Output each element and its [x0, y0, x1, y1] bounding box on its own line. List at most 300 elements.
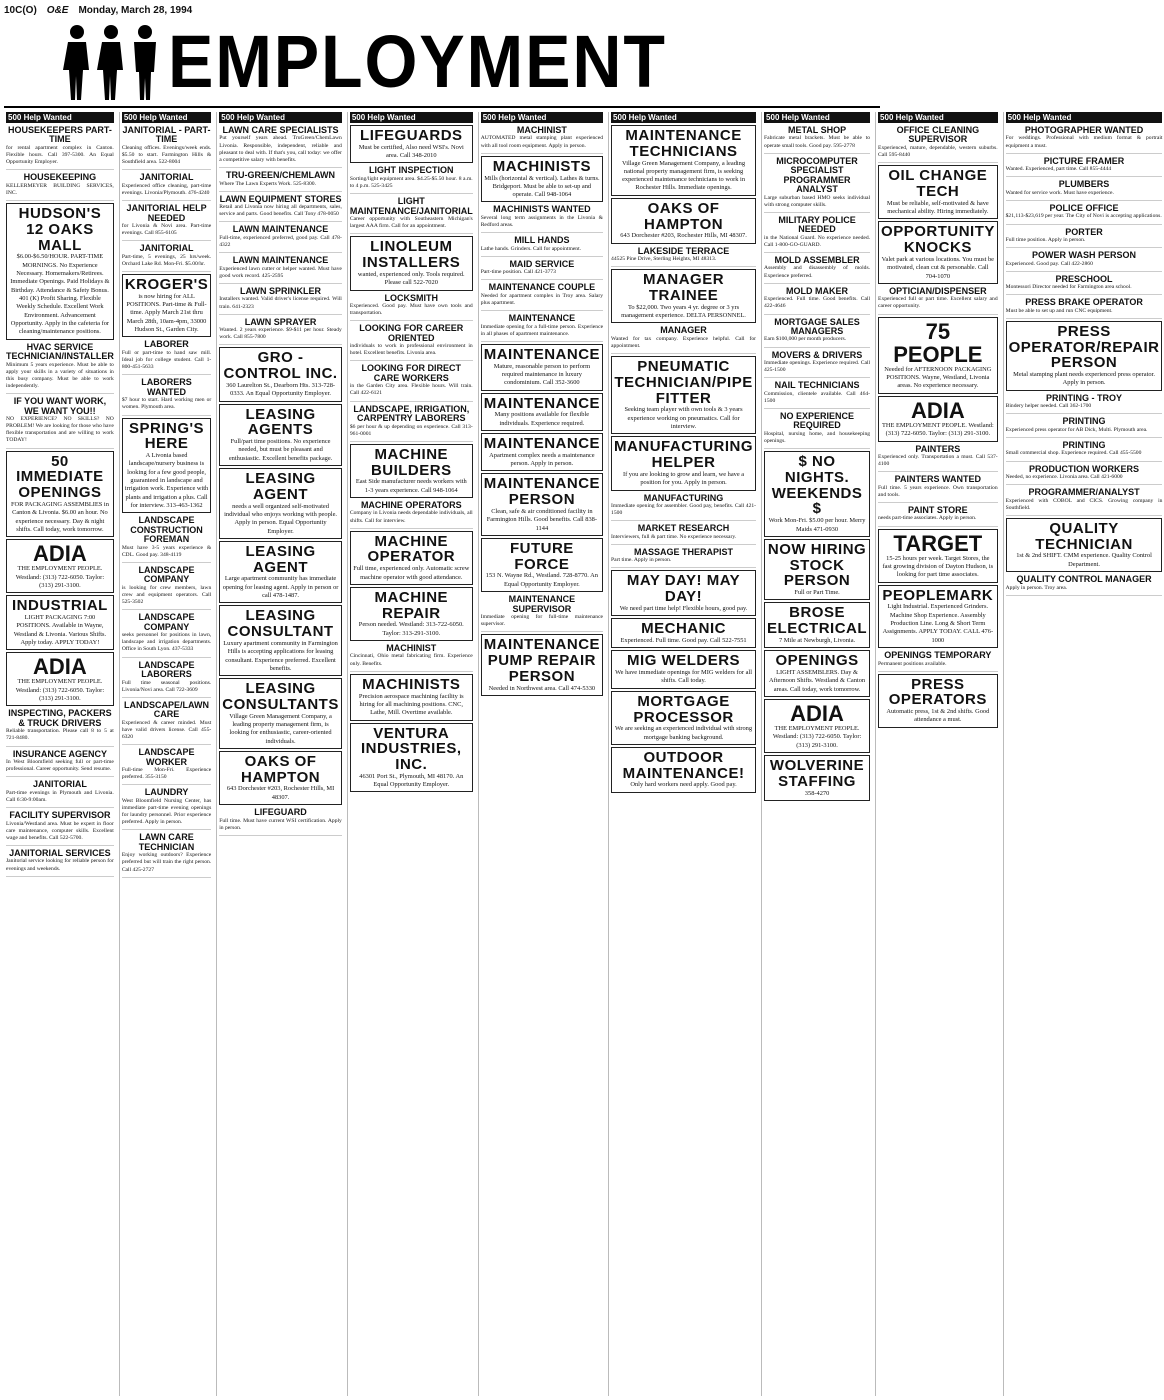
classified-ad	[878, 674, 998, 728]
ad-heading: ADIA	[33, 654, 87, 680]
ad-heading: MAY DAY! MAY DAY!	[626, 572, 741, 606]
classified-ad	[6, 342, 114, 395]
classified-ad	[219, 194, 342, 223]
ad-heading: OPTICIAN/DISPENSER	[889, 285, 987, 296]
ad-heading: PAINTERS	[915, 443, 961, 454]
ad-body: Precision aerospace machining facility is hiring for all machining positions. CNC, Lathe, Mill. Overtime available.	[358, 692, 464, 717]
ad-body: For weddings. Professional with medium format & portrait equipment a must.	[1005, 135, 1163, 149]
classified-ad	[481, 344, 603, 391]
ad-heading: HUDSON'S 12 OAKS MALL	[18, 205, 102, 254]
ad-body: Interviewers, full & part time. No experience necessary.	[611, 533, 737, 540]
ad-heading: JANITORIAL SERVICES	[9, 848, 111, 858]
ad-body: NO EXPERIENCE? NO SKILLS? NO PROBLEM! We are looking for those who have flexible transportation and are willing to work TODAY!	[6, 416, 114, 444]
ad-body: If you are looking to grow and learn, we have a position for you. Apply in person.	[622, 470, 745, 487]
ad-body: Mature, reasonable person to perform required maintenance in luxury condominium. Call 352-3600	[493, 362, 591, 387]
ad-heading: PRODUCTION WORKERS	[1029, 463, 1140, 474]
ad-heading: KROGER'S	[124, 276, 209, 294]
ad-heading: TRU-GREEN/CHEMLAWN	[226, 170, 336, 181]
column-section-head: 500 Help Wanted	[350, 112, 473, 123]
classified-ad	[350, 587, 473, 641]
person-figure-icon	[128, 22, 162, 102]
ad-body: Experienced with COBOL and CICS. Growing company in Southfield.	[1005, 497, 1163, 511]
ad-heading: LEASING AGENTS	[245, 405, 316, 439]
classified-ad	[878, 317, 998, 394]
ad-heading: MOLD ASSEMBLER	[774, 255, 860, 265]
ad-body: AUTOMATED metal stamping plant experienced with all tool room equipment. Apply in person.	[480, 135, 604, 149]
classified-ad	[611, 570, 756, 616]
section-banner	[60, 20, 860, 104]
column-section-head: 500 Help Wanted	[878, 112, 998, 123]
ad-heading: MOLD MAKER	[786, 285, 849, 296]
ad-heading: JANITORIAL	[139, 172, 194, 183]
classified-ad	[350, 196, 473, 234]
ad-body: Reliable transportation. Please call 8 to 5 at 721-8480.	[6, 728, 114, 742]
classified-ad	[481, 313, 603, 342]
ad-body: Wanted. 2 years experience. $9-$11 per hour. Steady work. Call 855-7800	[219, 327, 342, 341]
classified-ad	[1006, 156, 1163, 178]
ad-body: Wanted. Experienced, part time. Call 855-4444	[1005, 166, 1112, 173]
classified-ad	[878, 396, 998, 442]
ad-body: 360 Laurelton St., Dearborn Hts. 313-728-0333. An Equal Opportunity Employer.	[226, 381, 336, 398]
ad-heading: ADIA	[790, 701, 844, 727]
classified-ad	[878, 286, 998, 315]
ad-body: Full time. Must have current WSI certification. Apply in person.	[219, 817, 342, 831]
ad-body: Experienced, mature, dependable, western suburbs. Call 595-8440	[878, 144, 998, 159]
ad-heading: HVAC SERVICE TECHNICIAN/INSTALLER	[6, 341, 114, 362]
ad-body: Light Industrial. Experienced Grinders. Machine Shop Experience. Assembly Production Line. Long & Short Term Assignments. APPLY TODAY. CALL 476-1000	[882, 603, 994, 644]
ad-heading: MACHINIST	[386, 643, 437, 654]
ad-body: seeks personnel for positions in lawn, landscape and irrigation departments. Office in South Lyon. 437-5333	[121, 632, 212, 653]
classified-ad	[350, 500, 473, 529]
ad-body: 46301 Port St., Plymouth, MI 48170. An Equal Opportunity Employer.	[359, 772, 464, 789]
ad-body: Montessori Director needed for Farmington area school.	[1005, 284, 1132, 291]
classified-ad	[219, 317, 342, 346]
classified-ad	[481, 393, 603, 431]
ad-heading: LANDSCAPE WORKER	[138, 747, 195, 767]
ad-heading: LAWN SPRINKLER	[240, 285, 322, 296]
ad-body: Lathe hands. Grinders. Call for appointment.	[480, 245, 582, 252]
ad-body: LIGHT ASSEMBLERS. Day & Afternoon Shifts. Westland & Canton areas. Call today, work tomorrow.	[768, 669, 866, 693]
classified-ad	[6, 848, 114, 877]
ad-heading: PROGRAMMER/ANALYST	[1028, 487, 1140, 498]
ad-heading: LAWN MAINTENANCE	[232, 224, 329, 235]
ad-body: East Side manufacturer needs workers with 1-3 years experience. Call 948-1064	[355, 478, 467, 494]
ad-heading: MANUFACTURING HELPER	[614, 438, 754, 472]
ad-body: $7 hour to start. Hard working men or women. Plymouth area.	[121, 397, 212, 411]
ad-heading: MANAGER	[660, 325, 707, 336]
ad-heading: LIFEGUARDS	[360, 127, 463, 144]
ad-heading: LAWN CARE SPECIALISTS	[222, 125, 339, 135]
classified-ad	[1006, 179, 1163, 201]
ad-body: Needed for AFTERNOON PACKAGING POSITIONS. Wayne, Westland, Livonia areas. No experience necessary.	[884, 365, 992, 390]
classified-ad	[219, 468, 342, 539]
ad-heading: PRESS BRAKE OPERATOR	[1025, 297, 1143, 308]
ad-body: Experienced. Good pay. Call 422-2860	[1005, 260, 1093, 267]
classified-ad	[611, 125, 756, 196]
ad-body: Full-time, experienced preferred, good pay. Call 478-4322	[219, 234, 342, 248]
ad-body: A Livonia based landscape/nursery business is looking for a few good people, guaranteed in landscape and irrigation work. Experience with plants and irrigation a plus. Call for interview. 313-463-1362	[124, 452, 209, 509]
ad-heading: OPENINGS	[775, 652, 859, 670]
ad-body: Experienced office cleaning, part-time evenings. Livonia/Plymouth. 476-4240	[121, 182, 212, 196]
ad-body: Must have 3-5 years experience & CDL. Good pay. 348-4119	[121, 544, 212, 558]
ad-body: Cincinnati, Ohio metal fabricating firm. Experience only. Benefits.	[349, 653, 473, 667]
ad-body: Small commercial shop. Experience required. Call 455-5500	[1005, 450, 1142, 457]
ad-body: Many positions available for flexible individuals. Experience required.	[494, 411, 590, 427]
ad-heading: VENTURA INDUSTRIES, INC.	[361, 724, 462, 774]
classified-ad	[764, 650, 870, 697]
ad-body: Part-time position. Call 421-3773	[480, 269, 556, 276]
classified-ad	[1006, 250, 1163, 272]
classified-ad	[219, 807, 342, 836]
page-header-line	[4, 3, 880, 17]
ad-heading: 75 PEOPLE	[893, 318, 983, 367]
ad-heading: MASSAGE THERAPIST	[634, 546, 734, 557]
classified-ad	[764, 255, 870, 284]
classified-ad	[878, 474, 998, 503]
ad-heading: 50 IMMEDIATE OPENINGS	[16, 452, 104, 502]
ad-body: Minimum 5 years experience. Must be able to apply your skills in a variety of situations in this busy company. Must be able to work independently.	[6, 361, 114, 389]
ad-body: Apply in person. Troy area.	[1005, 584, 1068, 591]
ad-body: Wanted for tax company. Experience helpful. Call for appointment.	[611, 335, 757, 349]
classified-ad	[481, 235, 603, 257]
ad-body: needs a well organized self-motivated individual who enjoys working with people. Apply in person. Equal Opportunity Employer.	[224, 502, 337, 535]
classified-ad	[219, 404, 342, 466]
classified-ad	[122, 660, 211, 698]
classified-ad	[1006, 227, 1163, 249]
classified-ad	[6, 595, 114, 650]
ad-body: Janitorial service looking for reliable person for evenings and weekends.	[6, 858, 114, 872]
ad-heading: JANITORIAL	[139, 243, 194, 254]
classified-ad	[1006, 321, 1163, 391]
classified-ad	[122, 747, 211, 785]
ad-heading: INSURANCE AGENCY	[12, 748, 107, 759]
classified-ad	[350, 723, 473, 793]
classified-ad	[1006, 274, 1163, 296]
classified-ad	[6, 652, 114, 706]
ad-body: Full or Part Time.	[794, 589, 840, 597]
classified-ad	[122, 243, 211, 272]
ad-body: Village Green Management Company, a leading property management firm, is looking for enthusiastic, career-oriented individuals.	[229, 712, 332, 745]
ad-body: LIGHT PACKAGING 7:00 POSITIONS. Available in Wayne, Westland & Livonia. Various Shifts. Apply today. APPLY TODAY!	[13, 614, 107, 646]
ad-body: Clean, safe & air conditioned facility in Farmington Hills. Good benefits. Call 838-1144	[486, 507, 597, 532]
classified-ad	[481, 204, 603, 233]
ad-body: for Livonia & Novi area. Part-time evenings. Call 855-6105	[121, 222, 212, 237]
ad-heading: LEASING AGENT	[245, 542, 316, 576]
ad-heading: LAWN EQUIPMENT STORES	[219, 193, 342, 204]
classified-ad	[350, 236, 473, 290]
ad-heading: MAINTENANCE	[483, 394, 601, 412]
ad-heading: PAINTERS WANTED	[894, 474, 981, 485]
ad-body: We are seeking an experienced individual with strong mortgage banking background.	[615, 725, 753, 741]
classified-ad	[611, 246, 756, 268]
ad-body: Mills (horizontal & vertical). Lathes & turns. Bridgeport. Must be able to set-up and operate. Call 948-1064	[484, 174, 600, 199]
ad-body: Needed in Northwest area. Call 474-5330	[488, 684, 596, 692]
ad-body: Immediate opening for assembler. Good pay, benefits. Call 421-1500	[611, 502, 757, 517]
ad-heading: NAIL TECHNICIANS	[774, 380, 860, 391]
classified-ad	[6, 125, 114, 170]
classified-ad	[6, 451, 114, 538]
classified-ad	[350, 293, 473, 322]
ad-body: Experienced full or part time. Excellent salary and career opportunity.	[878, 296, 998, 310]
ad-heading: JANITORIAL - PART-TIME	[122, 125, 211, 145]
ad-body: Cleaning offices. Evenings/week ends. $5.50 to start. Farmington Hills & Southfield area. 522-8004	[121, 144, 212, 166]
ad-heading: MAINTENANCE	[483, 435, 601, 453]
ad-body: Luxury apartment community in Farmington Hills is accepting applications for leasing consultant. Experience preferred. Excellent benefits.	[223, 639, 338, 672]
ad-body: Experienced only. Transportation a must. Call 537-4100	[878, 453, 998, 468]
ad-body: Seeking team player with own tools & 3 years experience working on pneumatics. Call for interview.	[624, 406, 743, 431]
ad-heading: MILITARY POLICE NEEDED	[778, 214, 856, 235]
classified-ad	[122, 377, 211, 415]
classified-ad	[878, 125, 998, 163]
classified-ad	[481, 433, 603, 471]
ad-heading: JANITORIAL HELP NEEDED	[126, 203, 207, 223]
classified-ad	[122, 274, 211, 337]
ad-body: Only hard workers need apply. Good pay.	[630, 781, 737, 789]
classified-column	[875, 112, 1000, 1396]
ad-body: Hospital, nursing home, and housekeeping openings.	[764, 430, 871, 445]
ad-body: 153 N. Wayne Rd., Westland. 728-8770. An Equal Opportunity Employer.	[485, 572, 598, 588]
ad-heading: LIFEGUARD	[254, 807, 307, 818]
ad-heading: MAINTENANCE TECHNICIANS	[625, 127, 742, 160]
ad-heading: MACHINE OPERATORS	[360, 499, 462, 510]
classified-ad	[878, 505, 998, 527]
ad-heading: MANUFACTURING	[643, 492, 724, 503]
ad-body: Part-time evenings in Plymouth and Livonia. Call 6:30-9:00am.	[6, 789, 114, 803]
ad-body: Valet park at various locations. You must be motivated, clean cut & personable. Call 704-1070	[881, 255, 995, 280]
classified-ad	[611, 747, 756, 793]
ad-body: $6 per hour & up depending on experience. Call 313-961-0001	[349, 423, 473, 437]
classified-ad	[764, 539, 870, 601]
ad-heading: MICROCOMPUTER SPECIALIST PROGRAMMER ANALYST	[776, 155, 858, 195]
ad-heading: MARKET RESEARCH	[637, 523, 730, 534]
ad-body: in the National Guard. No experience needed. Call 1-800-GO-GUARD.	[764, 234, 871, 248]
classified-ad	[6, 708, 114, 746]
ad-body: Bindery helper needed. Call 362-1700	[1005, 403, 1092, 410]
ad-body: Village Green Management Company, a leading national property management firm, is seeking experienced maintenance technicians to work in Rochester Hills. Immediate openings.	[622, 159, 746, 192]
classified-ad	[878, 585, 998, 648]
ad-heading: HOUSEKEEPING	[23, 172, 97, 183]
classified-ad	[6, 749, 114, 778]
classified-ad	[1006, 574, 1163, 596]
ad-body: THE EMPLOYMENT PEOPLE. Westland: (313) 722-6050. Taylor: (313) 291-3100.	[772, 725, 862, 749]
ad-body: 15-25 hours per week. Target Stores, the fast growing division of Dayton Hudson, is looking for part time associates.	[882, 554, 994, 579]
banner-figures-icon	[60, 22, 162, 102]
classified-ad	[611, 493, 756, 522]
ad-heading: LANDSCAPE CONSTRUCTION FOREMAN	[130, 515, 203, 545]
classified-ad	[122, 339, 211, 375]
ad-body: Commission, clientele available. Call 464-1500	[764, 390, 871, 404]
classified-ad	[764, 317, 870, 348]
ad-body: Experienced press operator for AB Dick, Multi. Plymouth area.	[1005, 426, 1148, 433]
ad-body: 1st & 2nd SHIFT. CMM experience. Quality Control Department.	[1016, 552, 1152, 568]
ad-heading: OPPORTUNITY KNOCKS	[881, 223, 995, 257]
ad-heading: TARGET	[893, 530, 983, 556]
section-title: EMPLOYMENT	[168, 20, 667, 103]
classified-ad	[611, 198, 756, 244]
ad-body: 643 Dorchester #203, Rochester Hills, MI 48307.	[226, 785, 335, 801]
classified-ad	[122, 125, 211, 170]
ad-heading: MACHINISTS WANTED	[493, 204, 591, 215]
person-figure-icon	[60, 22, 94, 102]
classified-ad	[611, 547, 756, 569]
ad-heading: MACHINISTS	[492, 157, 592, 175]
ad-heading: MACHINISTS	[362, 675, 461, 693]
ad-heading: LINOLEUM INSTALLERS	[362, 238, 461, 272]
ad-heading: JANITORIAL	[32, 779, 87, 790]
ad-body: Career opportunity with Southeastern Michigan's largest AAA firm. Call for an appointment.	[349, 216, 473, 230]
classified-ad	[1006, 518, 1163, 572]
classified-ad	[219, 751, 342, 805]
ad-heading: POLICE OFFICE	[1049, 202, 1119, 213]
classified-ad	[219, 605, 342, 676]
ad-body: 358-4270	[804, 789, 830, 797]
ad-heading: LABORERS WANTED	[141, 377, 192, 397]
ad-heading: PHOTOGRAPHER WANTED	[1024, 125, 1144, 135]
ad-body: 643 Dorchester #203, Rochester Hills, MI 48307.	[620, 232, 747, 240]
ad-body: Full time, experienced only. Automatic screw machine operator with good attendance.	[353, 565, 470, 581]
ad-heading: OUTDOOR MAINTENANCE!	[622, 748, 745, 782]
classified-ad	[878, 529, 998, 583]
classified-ad	[764, 156, 870, 213]
ad-heading: FUTURE FORCE	[509, 539, 574, 573]
ad-body: Full time seasonal positions. Livonia/Novi area. Call 722-3609	[121, 679, 212, 693]
ad-heading: LAWN MAINTENANCE	[232, 255, 329, 266]
ad-body: Apartment complex needs a maintenance person. Apply in person.	[489, 451, 595, 468]
ad-body: $6.00-$6.50/HOUR. PART-TIME MORNINGS. No Experience Necessary. Homemakers/Retirees. Immediate Openings. Paid Holidays & Birthday. Attendance & Safety Bonus. 401 (K) Profit Sharing. Flexible Weekly Schedule. Excellent Work Environment. Advancement Opportunity. Apply in the cafeteria for cleaning/maintenance positions.	[10, 253, 110, 336]
ad-body: THE EMPLOYMENT PEOPLE. Westland: (313) 722-6050. Taylor: (313) 291-3100.	[15, 565, 105, 589]
ad-heading: LABORER	[144, 339, 189, 350]
publication-name: O&E	[46, 4, 69, 16]
classified-ad	[350, 323, 473, 361]
ad-heading: LOOKING FOR DIRECT CARE WORKERS	[361, 363, 462, 383]
classified-ad	[611, 356, 756, 434]
ad-heading: PAINT STORE	[907, 505, 968, 515]
ad-heading: LEASING CONSULTANT	[227, 607, 334, 641]
ad-body: Experienced & career minded. Must have valid drivers license. Call 455-6320	[121, 719, 212, 740]
ad-body: Experienced lawn cutter or helper wanted. Must have good work record. 425-2595	[219, 265, 342, 279]
classified-ad	[1006, 203, 1163, 225]
ad-body: Wanted for service work. Must have experience.	[1005, 189, 1114, 196]
classified-ad	[6, 203, 114, 340]
classified-ad	[350, 643, 473, 672]
classified-ad	[481, 473, 603, 535]
ad-heading: LAWN CARE TECHNICIAN	[138, 832, 195, 852]
ad-body: Experienced. Full time. Good pay. Call 522-7551	[620, 637, 747, 645]
header-rule	[4, 106, 880, 108]
ad-body: Full time position. Apply in person.	[1005, 236, 1086, 243]
ad-heading: OPENINGS TEMPORARY	[884, 650, 992, 661]
ad-heading: $ NO NIGHTS. WEEKENDS $	[771, 453, 863, 518]
ad-heading: INSPECTING, PACKERS & TRUCK DRIVERS	[8, 708, 112, 728]
ad-heading: NOW HIRING STOCK PERSON	[767, 540, 867, 590]
classified-ad	[481, 156, 603, 203]
classified-ad	[1006, 125, 1163, 154]
ad-heading: MORTGAGE PROCESSOR	[633, 692, 734, 726]
classified-ad	[611, 691, 756, 745]
ad-heading: LAUNDRY	[144, 787, 189, 798]
column-section-head: 500 Help Wanted	[122, 112, 211, 123]
ad-body: Large suburban based HMO seeks individual with strong computer skills.	[764, 194, 871, 208]
ad-body: Company in Livonia needs dependable individuals, all shifts. Call for interview.	[349, 510, 473, 524]
classified-ad	[1006, 464, 1163, 486]
ad-heading: MAINTENANCE SUPERVISOR	[508, 594, 576, 614]
ad-heading: PICTURE FRAMER	[1043, 155, 1125, 166]
ad-body: THE EMPLOYMENT PEOPLE. Westland: (313) 722-6050. Taylor: (313) 291-3100.	[15, 678, 105, 703]
ad-body: Earn $100,000 per month producers.	[764, 336, 847, 343]
ad-heading: IF YOU WANT WORK, WE WANT YOU!!	[13, 396, 107, 416]
ad-body: Full or part-time to hand saw mill. Ideal job for college student. Call 1-800-451-5633	[121, 349, 212, 371]
ad-heading: LAKESIDE TERRACE	[637, 245, 730, 256]
ad-heading: MAINTENANCE PUMP REPAIR PERSON	[483, 636, 601, 685]
column-section-head: 500 Help Wanted	[219, 112, 342, 123]
ad-heading: GRO - CONTROL INC.	[223, 349, 338, 383]
ad-body: Must be reliable, self-motivated & have mechanical ability. Hiring immediately.	[886, 199, 989, 216]
column-section-head: 500 Help Wanted	[611, 112, 756, 123]
classified-column	[216, 112, 344, 1396]
ad-body: Full time. 5 years experience. Own transportation and tools.	[878, 484, 998, 498]
classified-column	[761, 112, 872, 1396]
classified-ad	[764, 451, 870, 537]
ad-heading: NO EXPERIENCE REQUIRED	[780, 411, 855, 431]
classified-column	[1003, 112, 1164, 1396]
ad-heading: INDUSTRIAL	[12, 597, 108, 615]
ad-heading: PEOPLEMARK	[882, 586, 994, 604]
ad-body: Enjoy working outdoors? Experience preferred but will train the right person. Call 425-2727	[121, 852, 212, 873]
ad-heading: OIL CHANGE TECH	[888, 167, 988, 200]
ad-heading: PRINTING - TROY	[1046, 392, 1123, 403]
classified-ad	[350, 165, 473, 194]
ad-body: Immediate opening for full-time maintenance supervisor.	[480, 613, 604, 628]
ad-heading: MILL HANDS	[514, 235, 570, 246]
ad-heading: QUALITY CONTROL MANAGER	[1016, 574, 1152, 585]
ad-body: Full/part time positions. No experience needed, but must be pleasant and enthusiastic. Excellent benefits package.	[228, 438, 333, 462]
classified-ad	[122, 565, 211, 610]
classified-ad	[611, 436, 756, 490]
ad-heading: PRESCHOOL	[1055, 273, 1113, 284]
classified-ad	[219, 678, 342, 749]
ad-heading: MACHINE REPAIR	[374, 588, 449, 622]
ad-heading: FACILITY SUPERVISOR	[9, 810, 111, 821]
ad-heading: LANDSCAPE/LAWN CARE	[124, 699, 210, 720]
classified-ad	[350, 125, 473, 163]
ad-body: Immediate opening for a full-time person. Experience in all phases of apartment maintenance.	[480, 323, 604, 337]
classified-ad	[481, 282, 603, 311]
classified-ad	[1006, 487, 1163, 516]
classified-ad	[764, 286, 870, 315]
classified-ad	[122, 418, 211, 514]
ad-body: Automatic press, 1st & 2nd shifts. Good attendance a must.	[886, 708, 990, 724]
classified-ad	[122, 515, 211, 563]
classified-ad	[219, 125, 342, 168]
ad-heading: LIGHT MAINTENANCE/JANITORIAL	[349, 196, 473, 216]
classified-ad	[350, 363, 473, 401]
ad-heading: MAINTENANCE COUPLE	[488, 282, 596, 293]
ad-body: Person needed. Westland: 313-722-6050. Taylor: 313-291-3100.	[358, 621, 464, 637]
ad-body: Several long term assignments in the Livonia & Redford areas.	[480, 214, 604, 229]
classified-ad	[122, 172, 211, 201]
ad-body: is looking for crew members, lawn crew and equipment operators. Call 525-3502	[121, 584, 212, 606]
ad-heading: POWER WASH PERSON	[1032, 250, 1137, 261]
ad-body: Experienced. Good pay. Must have own tools and transportation.	[349, 302, 473, 317]
classified-ad	[481, 634, 603, 696]
classified-ad	[6, 396, 114, 449]
ad-body: Part-time, 5 evenings, 25 hrs/week. Orchard Lake Rd. Mon-Fri. $5.00/hr.	[121, 253, 212, 267]
ad-body: $21,113-$23,619 per year. The City of Novi is accepting applications.	[1005, 213, 1162, 220]
ad-body: needs part-time associates. Apply in person.	[878, 515, 977, 522]
ad-body: 44525 Pine Drive, Sterling Heights, MI 48313.	[611, 256, 717, 263]
ad-heading: LANDSCAPE LABORERS	[138, 659, 195, 680]
ad-body: wanted, experienced only. Tools required. Please call 522-7020	[357, 270, 465, 287]
